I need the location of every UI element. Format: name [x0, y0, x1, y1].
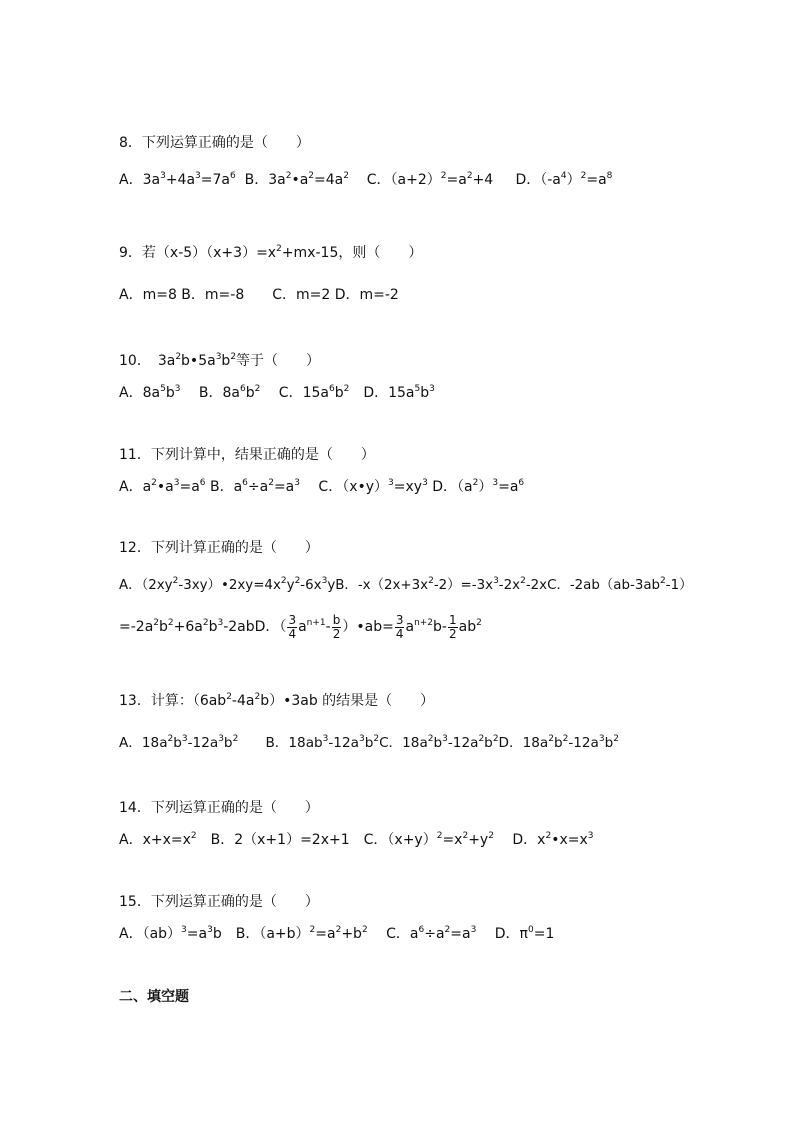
question-8-options: A．$3a^3+4a^3=7a^6$ B．$3a^2•a^2=4a^2$ C．$(a+2)^2=a^2+4$ D．$(-a^4)^2=a^8$	[119, 171, 613, 188]
question-13-options: A．$18a^2b^3-12a^3b^2$ B．$18ab^3-12a^3b^2C$．$18a^2b^3-12a^2b^2D$．$18a^2b^2-12a^3b^2$	[119, 734, 620, 751]
question-14-options: A．$x+x=x^2$ B．2（x+1）=2x+1 C．$(x+y)^2=x^2+y^2$ D．$x^2•x=x^3$	[119, 831, 594, 848]
fraction: $\frac{3}{4}$	[288, 612, 297, 641]
question-9-options: A．m=8 B．m=-8 C．m=2 D．m=-2	[119, 287, 399, 303]
question-8-stem: 8．下列运算正确的是（ ）	[119, 135, 310, 151]
question-9-stem: 9．若$(x-5)(x+3)=x^2+mx-15$，则（ ）	[119, 244, 423, 261]
question-10-stem: 10． $3a^2b•5a^3b^2$等于（ ）	[119, 352, 321, 369]
section-heading-fill-in: 二、填空题	[119, 989, 189, 1005]
question-12-stem: 12．下列计算正确的是（ ）	[119, 540, 319, 556]
fraction: $\frac{3}{4}$	[395, 612, 404, 641]
question-15-stem: 15．下列运算正确的是（ ）	[119, 894, 319, 910]
question-15-options: A．$(ab)^3=a^3b$ B．$(a+b)^2=a^2+b^2$ C．$a^6\div a^2=a^3$ D．$\pi^0=1$	[119, 925, 555, 942]
question-10-options: A．$8a^5b^3$ B．$8a^6b^2$ C．$15a^6b^2$ D．$15a^5b^3$	[119, 384, 435, 401]
question-11-options: A．$a^2•a^3=a^6$ B．$a^6\div a^2=a^3$ C．$(x•y)^3=xy^3$ D．$(a^2)^3=a^6$	[119, 478, 525, 495]
question-11-stem: 11．下列计算中，结果正确的是（ ）	[119, 447, 375, 463]
question-12-options-line-2: $=-2a^2b^2+6a^2b^3-2abD$．（ $\frac{3}{4}$ $a^{n+1}-$ $\frac{b}{2}$ ）•ab= $\frac{3}{4}$ $a^{n+2}b-$ $\frac{1}{2}$ $ab^2$	[119, 612, 482, 641]
fraction: $\frac{1}{2}$	[449, 612, 457, 641]
question-13-stem: 13．计算：$(6ab^2-4a^2b)•3ab$ 的结果是（ ）	[119, 692, 435, 709]
fraction: $\frac{b}{2}$	[332, 612, 341, 641]
question-14-stem: 14．下列运算正确的是（ ）	[119, 800, 319, 816]
question-12-options-line-1: A．$(2xy^2-3xy)•2xy=4x^2y^2-6x^3yB$．$-x(2x+3x^2-2)=-3x^3-2x^2-2xC$．$-2ab(ab-3ab^2-1)$	[119, 576, 693, 593]
